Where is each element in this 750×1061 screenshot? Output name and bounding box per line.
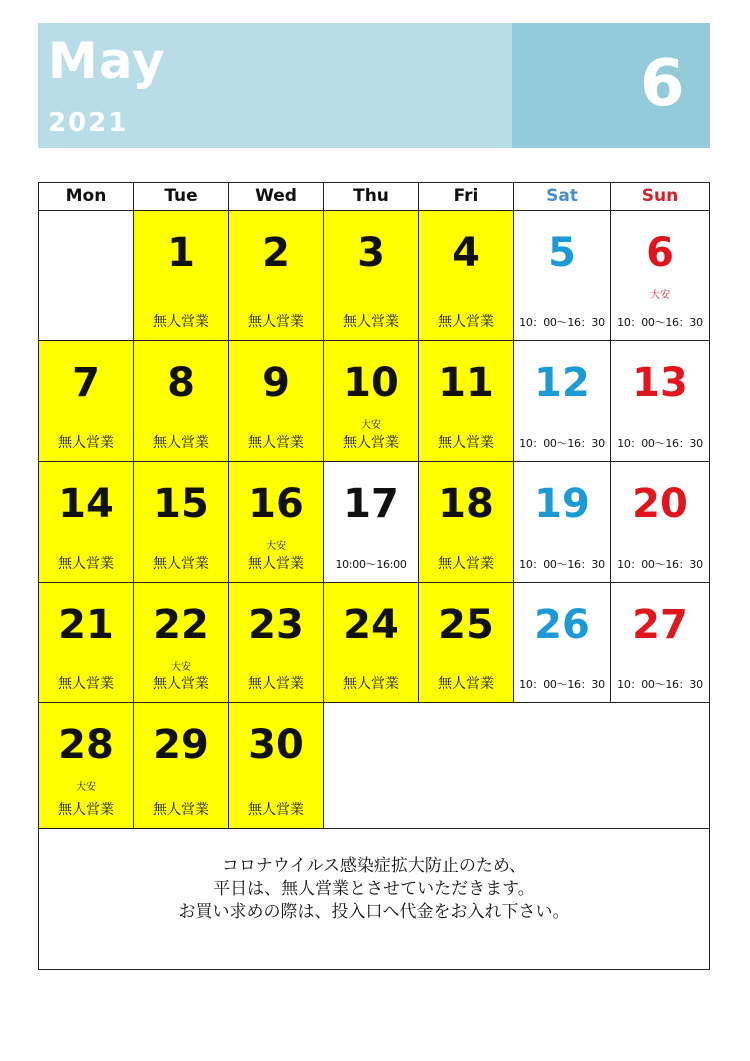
taian-note: 大安: [171, 662, 191, 673]
day-number: 6: [646, 230, 674, 276]
year: 2021: [48, 108, 129, 138]
day-cell-27: [611, 583, 709, 703]
day-number: 3: [357, 230, 385, 276]
weekday-header-thu: Thu: [324, 183, 419, 211]
empty-day-cell: [39, 211, 134, 341]
day-number: 15: [153, 481, 209, 527]
footer-notice: [39, 831, 709, 924]
unmanned-status: 無人営業: [248, 556, 304, 572]
day-number: 11: [438, 360, 494, 406]
taian-note: 大安: [266, 541, 286, 552]
day-number: 28: [58, 722, 114, 768]
day-number: 12: [534, 360, 590, 406]
day-cell-23: [229, 583, 324, 703]
day-cell-21: [39, 583, 134, 703]
unmanned-status: 無人営業: [438, 556, 494, 572]
unmanned-status: 無人営業: [343, 435, 399, 451]
day-number: 4: [452, 230, 480, 276]
day-cell-7: [39, 341, 134, 462]
day-cell-24: [324, 583, 419, 703]
day-cell-18: [419, 462, 514, 583]
day-cell-12: [514, 341, 611, 462]
calendar-grid: [38, 182, 710, 970]
day-number: 26: [534, 602, 590, 648]
unmanned-status: 無人営業: [153, 676, 209, 692]
month-number: 6: [640, 47, 685, 121]
day-number: 29: [153, 722, 209, 768]
day-number: 1: [167, 230, 195, 276]
unmanned-status: 無人営業: [153, 802, 209, 818]
day-cell-4: [419, 211, 514, 341]
weekday-header-sat: Sat: [514, 183, 611, 211]
day-number: 17: [343, 481, 399, 527]
day-cell-26: [514, 583, 611, 703]
unmanned-status: 無人営業: [153, 435, 209, 451]
taian-note: 大安: [650, 290, 670, 301]
weekday-header-wed: Wed: [229, 183, 324, 211]
unmanned-status: 無人営業: [58, 435, 114, 451]
unmanned-status: 無人営業: [343, 676, 399, 692]
unmanned-status: 無人営業: [248, 314, 304, 330]
day-number: 16: [248, 481, 304, 527]
unmanned-status: 無人営業: [58, 556, 114, 572]
weekday-header-mon: Mon: [39, 183, 134, 211]
day-cell-9: [229, 341, 324, 462]
day-number: 9: [262, 360, 290, 406]
day-number: 20: [632, 481, 688, 527]
day-cell-20: [611, 462, 709, 583]
unmanned-status: 無人営業: [153, 556, 209, 572]
day-number: 22: [153, 602, 209, 648]
footer-line: お買い求めの際は、投入口へ代金をお入れ下さい。: [178, 902, 570, 922]
taian-note: 大安: [76, 782, 96, 793]
day-cell-6: [611, 211, 709, 341]
day-cell-17: [324, 462, 419, 583]
opening-hours: 10：00～16：30: [519, 316, 605, 329]
day-number: 8: [167, 360, 195, 406]
unmanned-status: 無人営業: [58, 676, 114, 692]
opening-hours: 10：00～16：30: [519, 678, 605, 691]
unmanned-status: 無人営業: [248, 802, 304, 818]
day-cell-25: [419, 583, 514, 703]
day-number: 30: [248, 722, 304, 768]
unmanned-status: 無人営業: [248, 435, 304, 451]
day-number: 27: [632, 602, 688, 648]
day-number: 13: [632, 360, 688, 406]
day-number: 25: [438, 602, 494, 648]
month-name: May: [48, 32, 166, 90]
opening-hours: 10：00～16：30: [617, 316, 703, 329]
opening-hours: 10:00～16:00: [335, 558, 407, 571]
day-number: 7: [72, 360, 100, 406]
taian-note: 大安: [361, 420, 381, 431]
unmanned-status: 無人営業: [438, 314, 494, 330]
day-number: 23: [248, 602, 304, 648]
day-cell-14: [39, 462, 134, 583]
unmanned-status: 無人営業: [438, 435, 494, 451]
footer-line: コロナウイルス感染症拡大防止のため、: [221, 856, 527, 876]
day-number: 2: [262, 230, 290, 276]
day-cell-8: [134, 341, 229, 462]
day-cell-30: [229, 703, 324, 829]
opening-hours: 10：00～16：30: [617, 678, 703, 691]
weekday-header-sun: Sun: [611, 183, 709, 211]
day-cell-10: [324, 341, 419, 462]
opening-hours: 10：00～16：30: [519, 437, 605, 450]
day-number: 24: [343, 602, 399, 648]
day-cell-29: [134, 703, 229, 829]
day-cell-2: [229, 211, 324, 341]
day-cell-19: [514, 462, 611, 583]
unmanned-status: 無人営業: [248, 676, 304, 692]
unmanned-status: 無人営業: [438, 676, 494, 692]
day-number: 19: [534, 481, 590, 527]
day-number: 18: [438, 481, 494, 527]
opening-hours: 10：00～16：30: [519, 558, 605, 571]
day-cell-28: [39, 703, 134, 829]
day-number: 21: [58, 602, 114, 648]
day-cell-11: [419, 341, 514, 462]
day-cell-3: [324, 211, 419, 341]
day-number: 10: [343, 360, 399, 406]
footer-line: 平日は、無人営業とさせていただきます。: [213, 879, 535, 899]
day-cell-1: [134, 211, 229, 341]
empty-trailing-cells: [324, 703, 709, 829]
opening-hours: 10：00～16：30: [617, 437, 703, 450]
day-number: 14: [58, 481, 114, 527]
unmanned-status: 無人営業: [343, 314, 399, 330]
day-cell-15: [134, 462, 229, 583]
day-cell-16: [229, 462, 324, 583]
day-cell-22: [134, 583, 229, 703]
weekday-header-fri: Fri: [419, 183, 514, 211]
unmanned-status: 無人営業: [153, 314, 209, 330]
opening-hours: 10：00～16：30: [617, 558, 703, 571]
unmanned-status: 無人営業: [58, 802, 114, 818]
day-number: 5: [548, 230, 576, 276]
day-cell-5: [514, 211, 611, 341]
weekday-header-tue: Tue: [134, 183, 229, 211]
day-cell-13: [611, 341, 709, 462]
